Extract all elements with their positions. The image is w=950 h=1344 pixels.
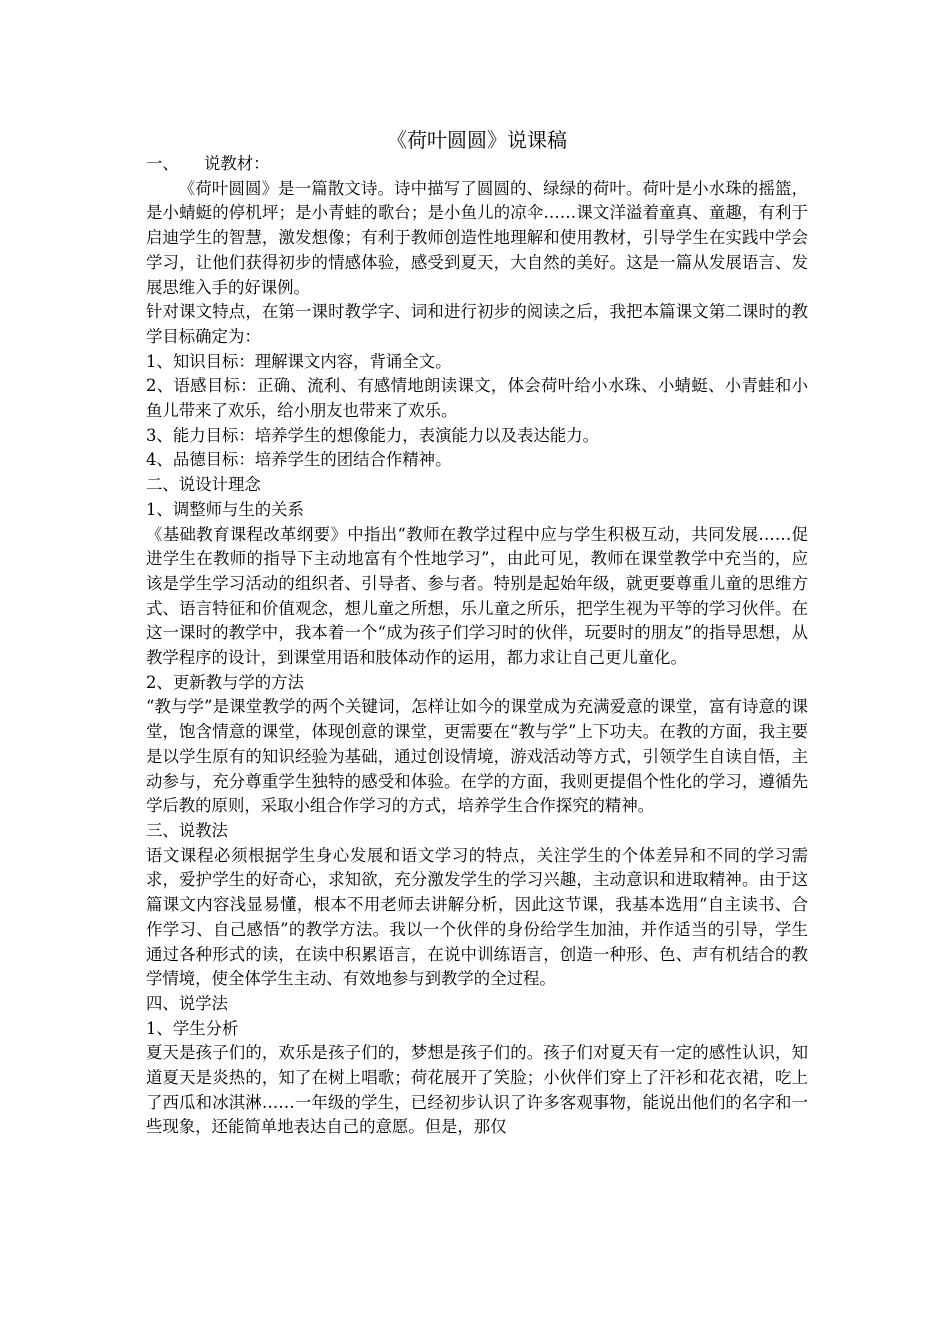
paragraph-material: 《荷叶圆圆》是一篇散文诗。诗中描写了圆圆的、绿绿的荷叶。荷叶是小水珠的摇篮，是小蜻蜓的停机坪；是小青蛙的歌台；是小鱼儿的凉伞……课文洋溢着童真、童趣，有利于启迪学生的智慧，激发想像；有利于教师创造性地理解和使用教材，引导学生在实践中学会学习，让他们获得初步的情感体验，感受到夏天，大自然的美好。这是一篇从发展语言、发展思维入手的好课例。 bbox=[146, 178, 808, 297]
paragraph-teaching-method: 语文课程必须根据学生身心发展和语文学习的特点，关注学生的个体差异和不同的学习需求，爱护学生的好奇心，求知欲，充分激发学生的学习兴趣，主动意识和进取精神。由于这篇课文内容浅显易懂，根本不用老师去讲解分析，因此这节课，我基本选用“自主读书、合作学习、自己感悟”的教学方法。我以一个伙伴的身份给学生加油，并作适当的引导，学生通过各种形式的读，在读中积累语言，在说中训练语言，创造一种形、色、声有机结合的教学情境，使全体学生主动、有效地参与到教学的全过程。 bbox=[146, 845, 808, 989]
subheading-2-1: 1、调整师与生的关系 bbox=[146, 499, 304, 519]
section-title: 说教材： bbox=[204, 154, 270, 173]
section-heading-4: 四、说学法 bbox=[146, 993, 228, 1013]
paragraph-teacher-student: 《基础教育课程改革纲要》中指出“教师在教学过程中应与学生积极互动，共同发展……促进学生在教师的指导下主动地富有个性地学习”，由此可见，教师在课堂教学中充当的，应该是学生学习活动的组织者、引导者、参与者。特别是起始年级，就更要尊重儿童的思维方式、语言特征和价值观念，想儿童之所想，乐儿童之所乐，把学生视为平等的学习伙伴。在这一课时的教学中，我本着一个“成为孩子们学习时的伙伴，玩要时的朋友”的指导思想，从教学程序的设计，到课堂用语和肢体动作的运用，都力求让自己更儿童化。 bbox=[146, 524, 808, 668]
subheading-2-2: 2、更新教与学的方法 bbox=[146, 672, 304, 692]
goal-item-2: 2、语感目标：正确、流利、有感情地朗读课文，体会荷叶给小水珠、小蜻蜓、小青蛙和小鱼儿带来了欢乐，给小朋友也带来了欢乐。 bbox=[146, 376, 808, 421]
paragraph-teaching-learning: “教与学”是课堂教学的两个关键词，怎样让如今的课堂成为充满爱意的课堂，富有诗意的课堂，饱含情意的课堂，体现创意的课堂，更需要在“教与学”上下功夫。在教的方面，我主要是以学生原有的知识经验为基础，通过创设情境，游戏活动等方式，引领学生自读自悟，主动参与，充分尊重学生独特的感受和体验。在学的方面，我则更提倡个性化的学习，遵循先学后教的原则，采取小组合作学习的方式，培养学生合作探究的精神。 bbox=[146, 697, 808, 816]
document-body bbox=[146, 152, 808, 1140]
goal-item-4: 4、品德目标：培养学生的团结合作精神。 bbox=[146, 450, 452, 470]
document-page bbox=[146, 0, 808, 1344]
section-heading-3: 三、说教法 bbox=[146, 820, 228, 840]
section-heading-2: 二、说设计理念 bbox=[146, 475, 261, 495]
subheading-4-1: 1、学生分析 bbox=[146, 1018, 239, 1038]
section-number: 一、 bbox=[146, 154, 179, 173]
paragraph-student-analysis: 夏天是孩子们的，欢乐是孩子们的，梦想是孩子们的。孩子们对夏天有一定的感性认识，知道夏天是炎热的，知了在树上唱歌；荷花展开了笑脸；小伙伴们穿上了汗衫和花衣裙，吃上了西瓜和冰淇淋……一年级的学生，已经初步认识了许多客观事物，能说出他们的名字和一些现象，还能简单地表达自己的意愿。但是，那仅 bbox=[146, 1043, 808, 1137]
document-title: 《荷叶圆圆》说课稿 bbox=[387, 128, 567, 152]
section-heading-1 bbox=[146, 152, 808, 177]
goal-item-3: 3、能力目标：培养学生的想像能力，表演能力以及表达能力。 bbox=[146, 425, 599, 445]
paragraph-goal-intro: 针对课文特点，在第一课时教学字、词和进行初步的阅读之后，我把本篇课文第二课时的教学目标确定为： bbox=[146, 302, 808, 346]
goal-item-1: 1、知识目标：理解课文内容，背诵全文。 bbox=[146, 351, 452, 371]
